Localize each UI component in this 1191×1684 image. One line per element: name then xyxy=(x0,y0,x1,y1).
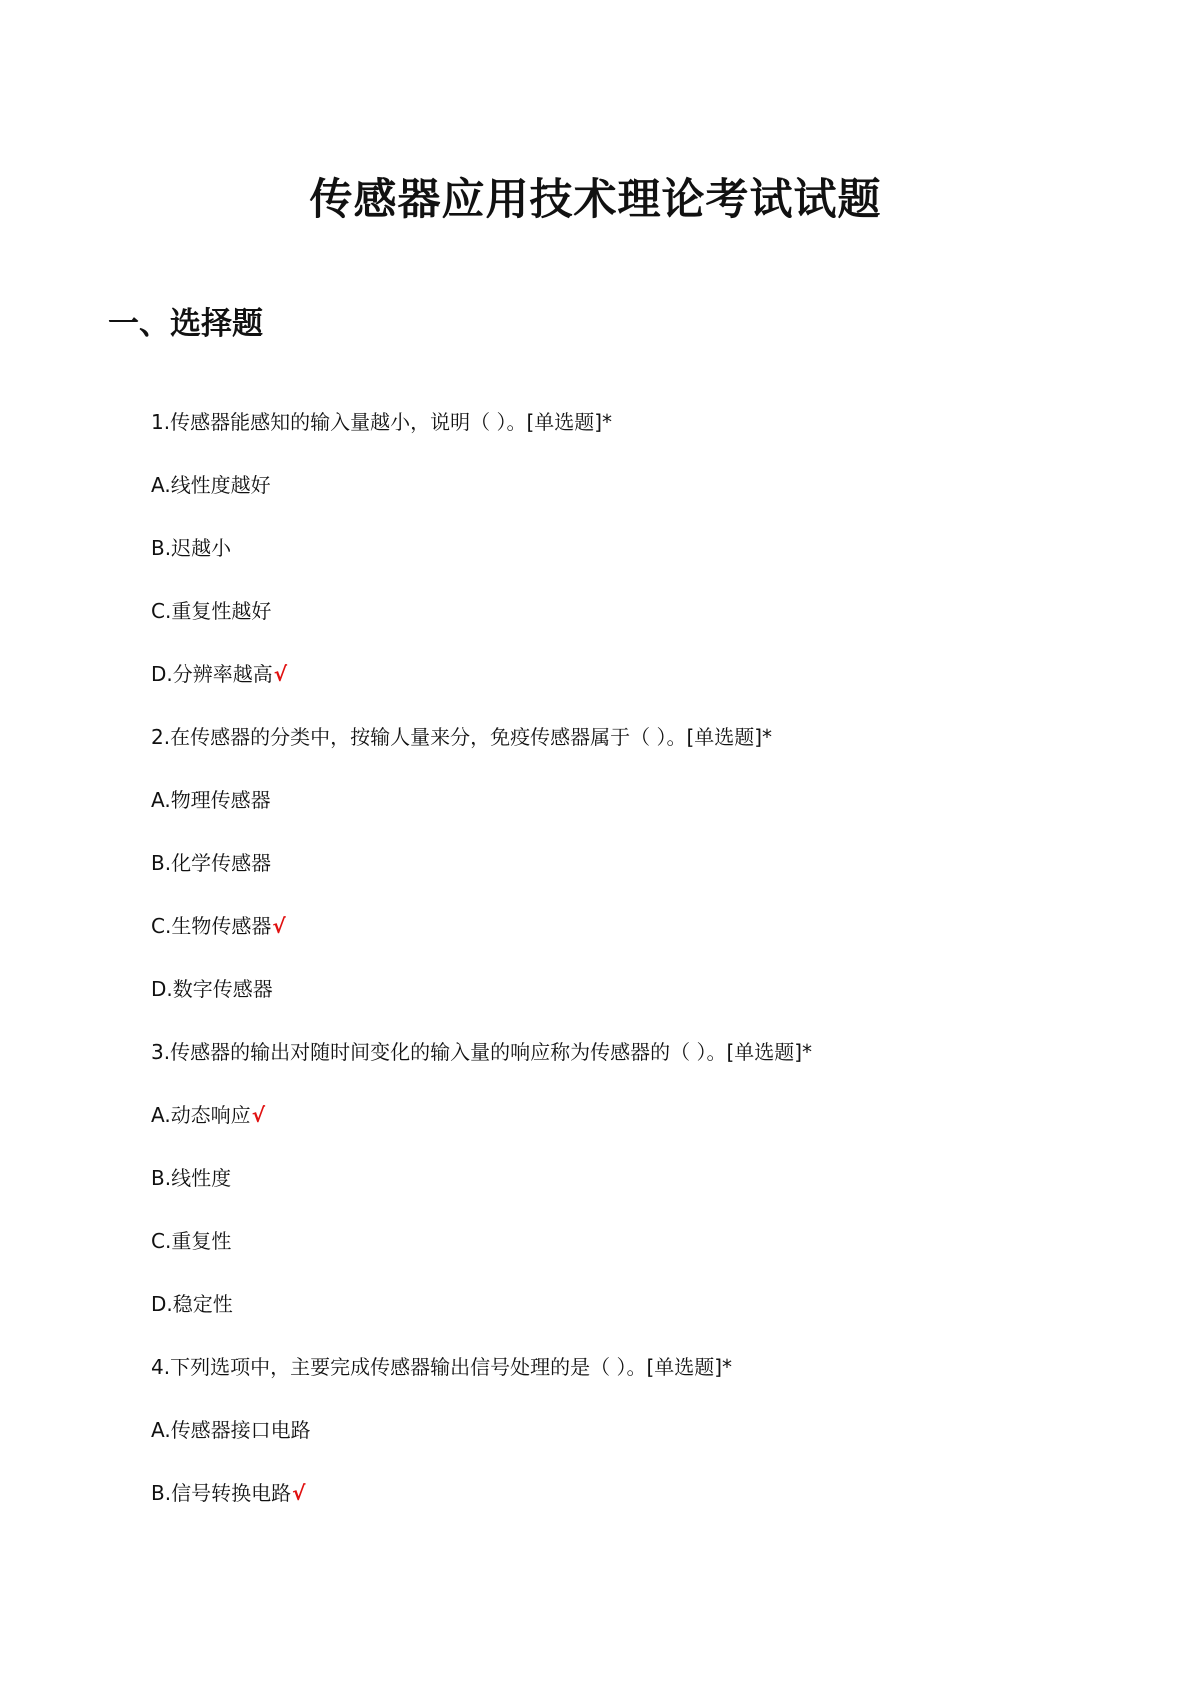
option-text: A.线性度越好 xyxy=(151,473,271,497)
question-stem: 3.传感器的输出对随时间变化的输入量的响应称为传感器的（ ）。[单选题]* xyxy=(151,1040,813,1064)
option-text: C.重复性越好 xyxy=(151,599,272,623)
option-text: D.分辨率越高 xyxy=(151,662,273,686)
option-text: A.传感器接口电路 xyxy=(151,1418,311,1442)
option-text: A.动态响应 xyxy=(151,1103,251,1127)
answer-option xyxy=(151,1160,1111,1223)
checkmark-icon: √ xyxy=(272,914,286,938)
option-text: D.数字传感器 xyxy=(151,977,273,1001)
document-title: 传感器应用技术理论考试试题 xyxy=(309,175,882,225)
answer-option xyxy=(151,845,1111,908)
answer-option xyxy=(151,467,1111,530)
option-text: A.物理传感器 xyxy=(151,788,271,812)
option-text: C.重复性 xyxy=(151,1229,232,1253)
answer-option xyxy=(151,530,1111,593)
section-heading: 一、选择题 xyxy=(108,306,263,342)
question-list xyxy=(151,404,1111,1538)
answer-option-correct xyxy=(151,1475,1111,1538)
answer-option xyxy=(151,782,1111,845)
answer-option-correct xyxy=(151,908,1111,971)
option-text: B.线性度 xyxy=(151,1166,232,1190)
checkmark-icon: √ xyxy=(273,662,288,686)
answer-option xyxy=(151,971,1111,1034)
answer-option xyxy=(151,593,1111,656)
checkmark-icon: √ xyxy=(251,1103,266,1127)
option-text: B.化学传感器 xyxy=(151,851,272,875)
question-stem: 2.在传感器的分类中，按输人量来分，免疫传感器属于（ ）。[单选题]* xyxy=(151,725,773,749)
answer-option-correct xyxy=(151,656,1111,719)
option-text: B.迟越小 xyxy=(151,536,232,560)
option-text: D.稳定性 xyxy=(151,1292,233,1316)
option-text: B.信号转换电路 xyxy=(151,1481,292,1505)
question-stem: 1.传感器能感知的输入量越小，说明（ ）。[单选题]* xyxy=(151,410,613,434)
answer-option xyxy=(151,1223,1111,1286)
checkmark-icon: √ xyxy=(292,1481,306,1505)
question-stem: 4.下列选项中，主要完成传感器输出信号处理的是（ ）。[单选题]* xyxy=(151,1355,733,1379)
answer-option xyxy=(151,1286,1111,1349)
answer-option-correct xyxy=(151,1097,1111,1160)
answer-option xyxy=(151,1412,1111,1475)
option-text: C.生物传感器 xyxy=(151,914,272,938)
